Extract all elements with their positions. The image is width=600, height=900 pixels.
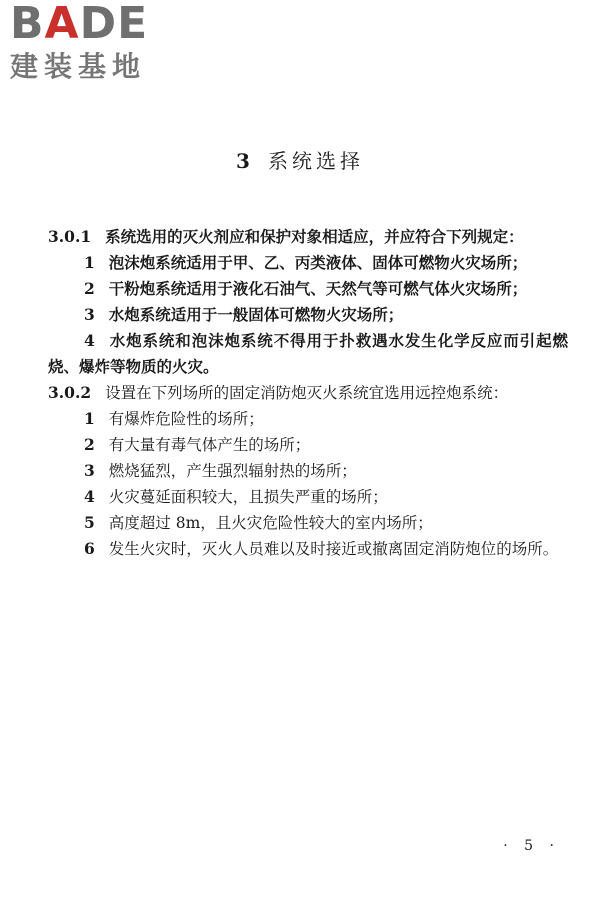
logo-chinese-text: 建装基地 [10,50,147,83]
item-text: 水炮系统和泡沫炮系统不得用于扑救遇水发生化学反应而引起燃烧、爆炸等物质的火灾。 [48,331,568,376]
logo-letter-d: D [79,0,118,49]
clause-3-0-2 [48,380,568,406]
item-text: 高度超过 8m，且火灾危险性较大的室内场所； [108,514,433,532]
item-number: 1 [84,409,95,428]
clause-3-0-2-item-2 [48,432,568,458]
chapter-title [0,146,600,176]
logo-letter-e: E [117,0,149,49]
clause-number: 3.0.2 [48,383,92,402]
item-number: 4 [84,487,95,506]
clause-3-0-1-item-1 [48,250,568,276]
document-body [48,224,568,562]
clause-number: 3.0.1 [48,227,92,246]
item-number: 3 [84,305,95,324]
chapter-title-text: 系统选择 [267,149,364,173]
clause-3-0-1-item-4 [48,328,568,380]
item-text: 发生火灾时，灭火人员难以及时接近或撤离固定消防炮位的场所。 [108,540,559,558]
item-text: 燃烧猛烈，产生强烈辐射热的场所； [108,462,357,480]
clause-3-0-1 [48,224,568,250]
clause-3-0-2-item-5 [48,510,568,536]
item-text: 泡沫炮系统适用于甲、乙、丙类液体、固体可燃物火灾场所； [108,253,528,272]
logo-wordmark [10,0,180,49]
logo-letter-b: B [10,0,45,49]
chapter-number: 3 [236,149,254,173]
item-text: 干粉炮系统适用于液化石油气、天然气等可燃气体火灾场所； [108,279,528,298]
item-number: 5 [84,513,95,532]
item-number: 6 [84,539,95,558]
clause-3-0-2-item-6 [48,536,568,562]
item-number: 4 [84,331,95,350]
clause-3-0-1-item-3 [48,302,568,328]
clause-3-0-2-item-3 [48,458,568,484]
clause-text: 系统选用的灭火剂应和保护对象相适应，并应符合下列规定： [105,227,524,246]
item-text: 有爆炸危险性的场所； [108,410,264,428]
item-text: 水炮系统适用于一般固体可燃物火灾场所； [108,305,404,324]
item-number: 1 [84,253,95,272]
item-text: 有大量有毒气体产生的场所； [108,436,311,454]
clause-text: 设置在下列场所的固定消防炮灭火系统宜选用远控炮系统： [105,384,509,402]
page-number: · 5 · [503,838,560,854]
clause-3-0-2-item-1 [48,406,568,432]
logo-letter-a: A [44,0,80,49]
clause-3-0-1-item-2 [48,276,568,302]
bade-logo [10,2,180,84]
item-number: 2 [84,435,95,454]
item-text: 火灾蔓延面积较大，且损失严重的场所； [108,488,388,506]
clause-3-0-2-item-4 [48,484,568,510]
item-number: 3 [84,461,95,480]
item-number: 2 [84,279,95,298]
